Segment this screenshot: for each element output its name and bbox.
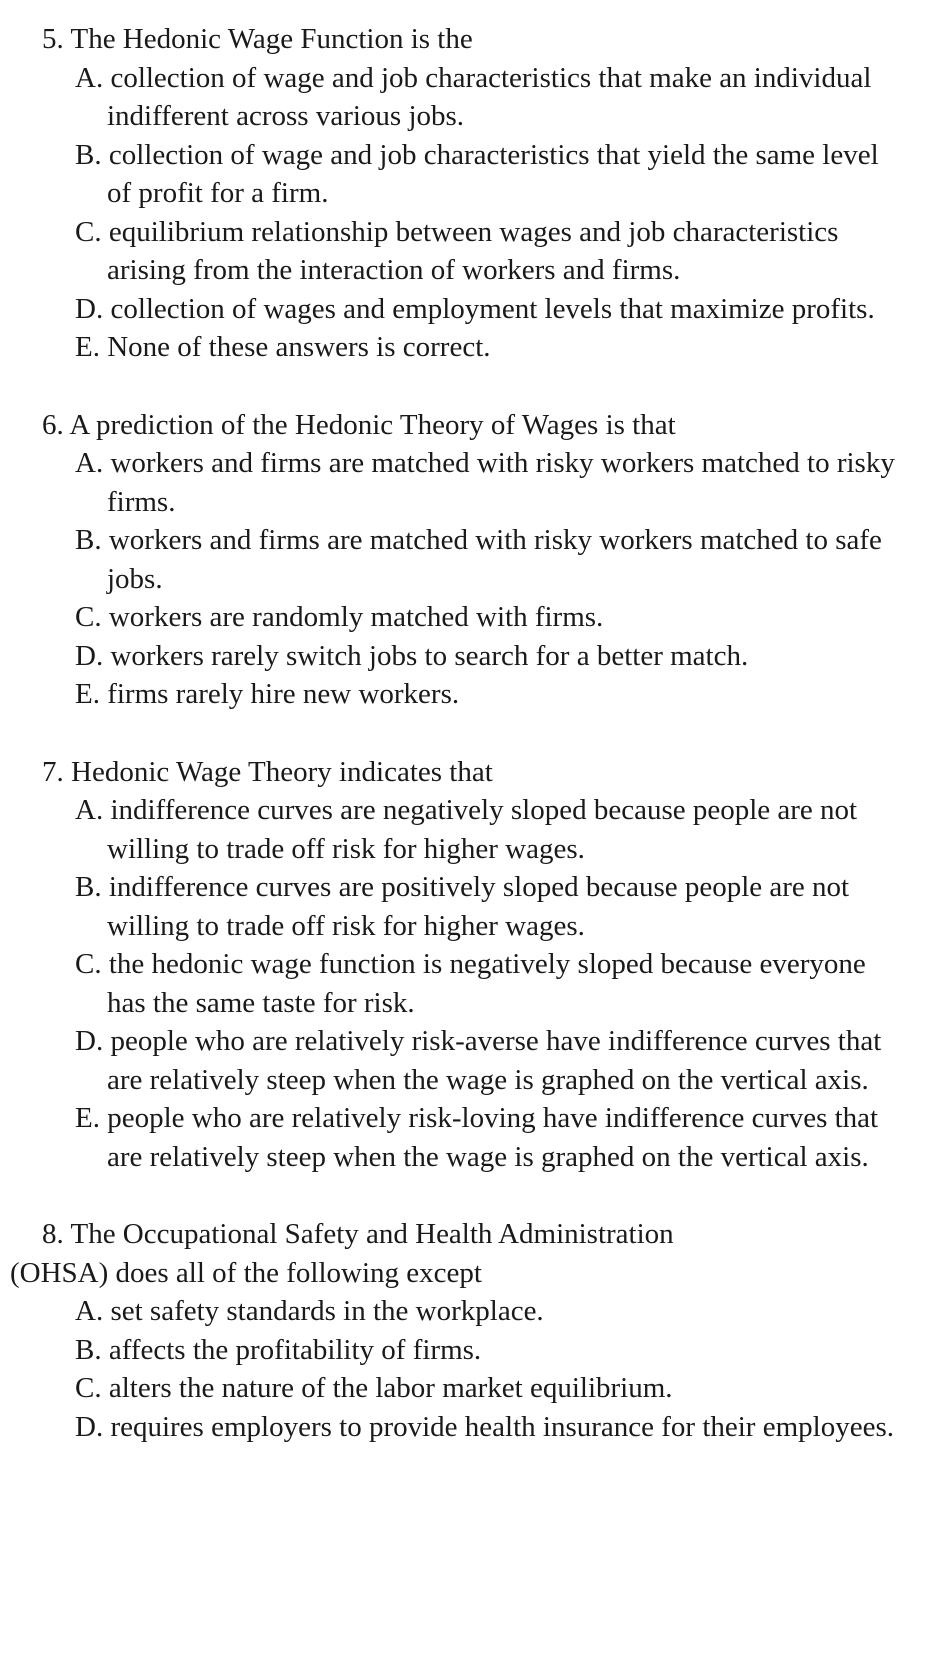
answer-option-c: C. alters the nature of the labor market equilibrium.: [75, 1372, 673, 1404]
answer-option-b: B. workers and firms are matched with risky workers matched to safe jobs.: [75, 524, 882, 595]
answer-option-d: D. collection of wages and employment levels that maximize profits.: [75, 292, 875, 325]
answer-option-a: A. collection of wage and job characteristics that make an individual indifferent across various jobs.: [75, 61, 872, 132]
answer-option-e: E. people who are relatively risk-loving have indifference curves that are relatively steep when the wage is graphed on the vertical axis.: [75, 1102, 879, 1173]
quiz-page: [0, 20, 927, 1446]
answer-option-d: D. workers rarely switch jobs to search for a better match.: [75, 639, 749, 672]
question-stem: 7. Hedonic Wage Theory indicates that: [42, 755, 493, 788]
question-stem: 6. A prediction of the Hedonic Theory of Wages is that: [42, 408, 676, 441]
question-stem: 8. The Occupational Safety and Health Administration (OHSA) does all of the following except: [10, 1218, 674, 1289]
question-stem: 5. The Hedonic Wage Function is the: [42, 23, 473, 55]
answer-option-b: B. collection of wage and job characteristics that yield the same level of profit for a firm.: [75, 138, 879, 209]
answer-option-c: C. equilibrium relationship between wages and job characteristics arising from the interaction of workers and firms.: [75, 215, 839, 286]
question-6: [0, 406, 927, 714]
answer-option-b: B. affects the profitability of firms.: [75, 1333, 482, 1366]
answer-option-e: E. firms rarely hire new workers.: [75, 678, 460, 710]
answer-option-a: A. workers and firms are matched with risky workers matched to risky firms.: [75, 447, 895, 518]
answer-option-d: D. people who are relatively risk-averse have indifference curves that are relatively steep when the wage is graphed on the vertical axis.: [75, 1025, 882, 1096]
question-5: [0, 20, 927, 367]
answer-option-c: C. workers are randomly matched with firms.: [75, 601, 604, 633]
answer-option-d: D. requires employers to provide health insurance for their employees.: [75, 1410, 894, 1443]
answer-option-a: A. set safety standards in the workplace.: [75, 1295, 544, 1327]
answer-option-a: A. indifference curves are negatively sloped because people are not willing to trade off risk for higher wages.: [75, 794, 858, 865]
answer-option-c: C. the hedonic wage function is negatively sloped because everyone has the same taste for risk.: [75, 948, 866, 1019]
question-8: [0, 1215, 927, 1446]
answer-option-b: B. indifference curves are positively sloped because people are not willing to trade off risk for higher wages.: [75, 871, 850, 942]
answer-option-e: E. None of these answers is correct.: [75, 331, 491, 363]
question-7: [0, 753, 927, 1177]
